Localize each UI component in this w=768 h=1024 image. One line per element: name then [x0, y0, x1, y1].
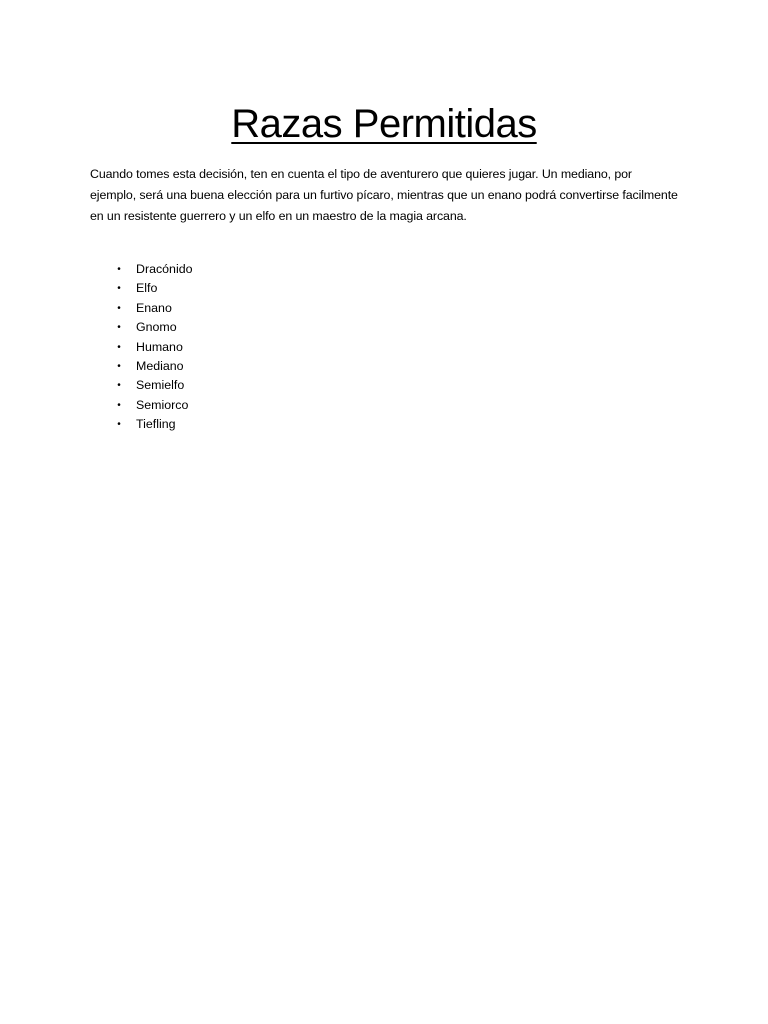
bullet-icon: • — [117, 419, 121, 431]
page-title: Razas Permitidas — [231, 102, 537, 146]
list-item — [90, 396, 192, 415]
race-label: Mediano — [136, 358, 184, 373]
bullet-icon: • — [117, 302, 121, 314]
list-item — [90, 338, 192, 357]
bullet-icon: • — [117, 322, 121, 334]
list-item — [90, 318, 192, 337]
bullet-icon: • — [117, 399, 121, 411]
bullet-icon: • — [117, 264, 121, 275]
intro-paragraph: Cuando tomes esta decisión, ten en cuenta el tipo de aventurero que quieres jugar. Un mediano, por ejemplo, será una buena elección para un furtivo pícaro, mientras que un enano podrá convertirse facilmente en un resistente guerrero y un elfo en un maestro de la magia arcana. — [90, 167, 678, 223]
race-label: Semiorco — [136, 397, 189, 412]
race-list — [90, 260, 192, 435]
list-item — [90, 376, 192, 395]
list-item — [90, 357, 192, 376]
bullet-icon: • — [117, 360, 121, 372]
list-item — [90, 279, 192, 298]
bullet-icon: • — [117, 283, 121, 295]
list-item — [90, 299, 192, 318]
race-label: Dracónido — [136, 262, 193, 276]
race-label: Enano — [136, 300, 172, 315]
race-label: Semielfo — [136, 378, 185, 393]
bullet-icon: • — [117, 341, 121, 353]
race-label: Elfo — [136, 281, 158, 296]
race-label: Humano — [136, 339, 183, 354]
list-item — [90, 415, 192, 434]
race-label: Tiefling — [136, 417, 176, 432]
list-item — [90, 260, 192, 279]
race-label: Gnomo — [136, 320, 177, 335]
bullet-icon: • — [117, 380, 121, 392]
